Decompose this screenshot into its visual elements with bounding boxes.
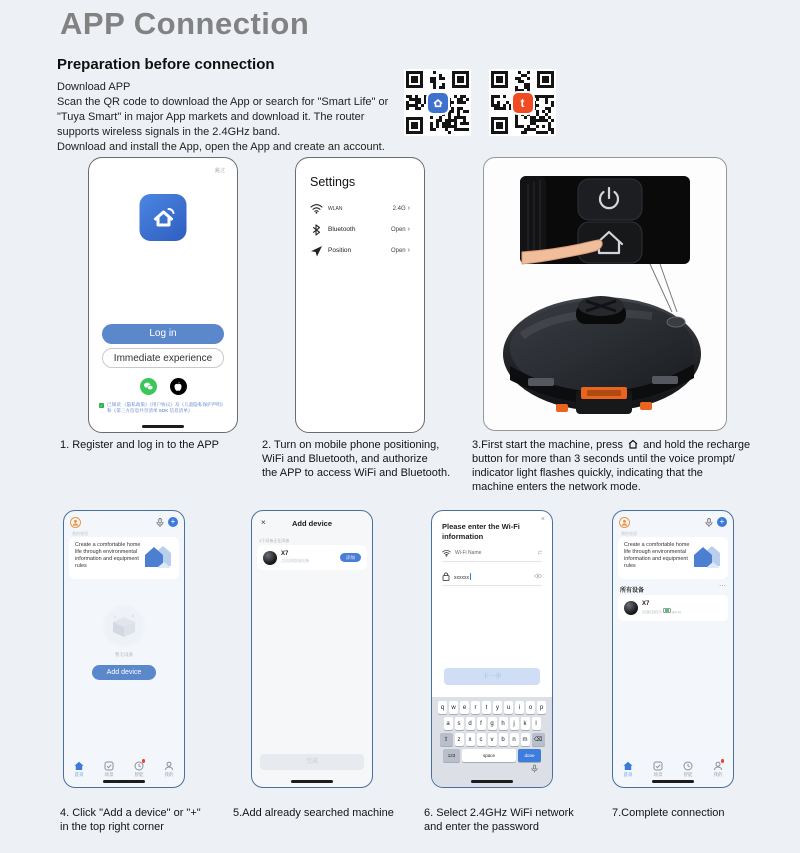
phone-settings-screen [295, 157, 425, 433]
settings-row-wlan[interactable] [310, 198, 410, 219]
tab-mine[interactable]: 我的 [154, 761, 184, 778]
key-b[interactable]: b [499, 733, 508, 746]
device-name: X7 [281, 551, 289, 557]
key-v[interactable]: v [488, 733, 497, 746]
done-button-disabled[interactable]: 完成 [260, 754, 364, 770]
login-button[interactable]: Log in [102, 324, 224, 344]
qr-code-tuya [489, 69, 556, 136]
settings-label: WLAN [328, 205, 343, 212]
settings-row-position[interactable] [310, 240, 410, 261]
device-row[interactable] [257, 545, 367, 570]
apple-icon[interactable] [170, 378, 187, 395]
home-indicator [471, 780, 513, 783]
device-subtitle: 点击添加该设备 [281, 558, 309, 563]
smart-life-logo-icon [428, 93, 448, 113]
empty-box-illustration [101, 603, 147, 649]
position-icon [310, 245, 323, 257]
qr-code-smart-life [404, 69, 471, 136]
tab-home[interactable]: 首页 [613, 761, 643, 778]
numbers-key[interactable]: 123 [443, 749, 460, 762]
add-pill-button[interactable]: 添加 [340, 553, 361, 562]
wifi-icon [442, 549, 451, 557]
more-icon[interactable]: ⋯ [719, 583, 726, 590]
close-icon[interactable]: × [261, 518, 266, 527]
home-name-label[interactable]: 我的家里 [621, 531, 637, 536]
intro-line: "Tuya Smart" in major App markets and download it. The router [57, 111, 365, 123]
tab-scene[interactable]: 场景 [643, 761, 673, 778]
password-value: xxxxxx [454, 574, 469, 581]
lock-icon [442, 572, 450, 581]
key-y[interactable]: y [493, 701, 502, 714]
key-d[interactable]: d [466, 717, 475, 730]
device-name: X7 [642, 600, 650, 607]
intro-line: Download APP [57, 81, 131, 93]
key-k[interactable]: k [521, 717, 530, 730]
add-device-button[interactable]: Add device [92, 665, 156, 680]
settings-title: Settings [310, 175, 356, 189]
section-title: Preparation before connection [57, 56, 275, 73]
voice-icon[interactable] [705, 518, 713, 527]
key-x[interactable]: x [466, 733, 475, 746]
text-caret [470, 573, 471, 580]
no-device-label: 暂无设备 [115, 652, 133, 657]
key-g[interactable]: g [488, 717, 497, 730]
intro-line: Scan the QR code to download the App or search for "Smart Life" or [57, 96, 389, 108]
home-indicator [291, 780, 333, 783]
tab-home[interactable]: 首页 [64, 761, 94, 778]
chevron-right-icon: › [407, 205, 410, 212]
phone-add-device-screen [251, 510, 373, 788]
skip-link[interactable]: 跳过 [214, 168, 225, 174]
eye-icon[interactable] [534, 573, 542, 581]
home-banner[interactable]: Create a comfortable home life through environmental information and equipment rules [618, 537, 728, 579]
key-h[interactable]: h [499, 717, 508, 730]
page-title: APP Connection [60, 6, 310, 41]
key-f[interactable]: f [477, 717, 486, 730]
intro-line: Download and install the App, open the App and create an account. [57, 141, 385, 153]
intro-text [57, 80, 388, 155]
settings-value: Open [390, 247, 406, 254]
qr-finder [491, 117, 508, 134]
notification-dot [721, 759, 725, 763]
wifi-name-field[interactable] [442, 544, 542, 562]
key-n[interactable]: n [510, 733, 519, 746]
key-a[interactable]: a [444, 717, 453, 730]
caption-step3: 3.First start the machine, press and hold the recharge button for more than 3 seconds until the voice prompt/ indicator light flashes quickly, indicating that the machine enters the network mode. [472, 439, 751, 493]
caption-step2: 2. Turn on mobile phone positioning, WiFi and Bluetooth, and authorize the APP to access WiFi and Bluetooth. [262, 439, 451, 479]
smart-life-app-icon [140, 194, 187, 241]
agreement-checkbox[interactable]: ✓ [99, 403, 104, 408]
key-s[interactable]: s [455, 717, 464, 730]
qr-finder [406, 117, 423, 134]
key-e[interactable]: e [460, 701, 469, 714]
qr-finder [537, 71, 554, 88]
wifi-icon [310, 203, 323, 214]
key-p[interactable]: p [537, 701, 546, 714]
key-l[interactable]: l [532, 717, 541, 730]
key-q[interactable]: q [438, 701, 447, 714]
key-t[interactable]: t [482, 701, 491, 714]
tab-bar [64, 761, 184, 778]
next-button-disabled[interactable]: 下一步 [444, 668, 540, 685]
qr-finder [491, 71, 508, 88]
agreement-text: 已阅读 《隐私政策》《用户协议》及《儿童隐私保护声明》 和《第三方信息共享清单 SDK 信息清单》 [107, 402, 226, 413]
chevron-right-icon: › [407, 226, 410, 233]
add-plus-button[interactable]: + [717, 517, 727, 527]
switch-network-icon[interactable]: ⇄ [537, 549, 542, 556]
home-name-label[interactable]: 我的家里 [72, 531, 88, 536]
phone-home-device-screen [612, 510, 734, 788]
device-row[interactable] [618, 595, 728, 621]
robot-home-button [667, 317, 685, 327]
caption-step1: 1. Register and log in to the APP [60, 439, 219, 451]
notification-dot [142, 759, 146, 763]
key-r[interactable]: r [471, 701, 480, 714]
chevron-right-icon: › [407, 247, 410, 254]
caption-step4: 4. Click "Add a device" or "+" in the top right corner [60, 807, 201, 833]
devices-adding-label: 1个设备正在添加 [259, 538, 290, 543]
caption-step7: 7.Complete connection [612, 807, 725, 819]
tab-mine[interactable]: 我的 [703, 761, 733, 778]
space-key[interactable]: space [462, 749, 516, 762]
immediate-experience-button[interactable]: Immediate experience [102, 348, 224, 368]
phone-login-screen [88, 157, 238, 433]
wifi-title: Please enter the Wi-Fi information [442, 522, 520, 541]
keyboard [432, 697, 552, 787]
backspace-key[interactable]: ⌫ [532, 733, 545, 746]
voice-icon[interactable] [156, 518, 164, 527]
close-icon[interactable]: × [540, 516, 545, 523]
qr-finder [452, 71, 469, 88]
key-m[interactable]: m [521, 733, 530, 746]
key-w[interactable]: w [449, 701, 458, 714]
house-illustration-icon [692, 543, 722, 574]
home-indicator [142, 425, 184, 428]
tab-smart[interactable]: 智能 [124, 761, 154, 778]
settings-label: Position [328, 247, 352, 254]
key-u[interactable]: u [504, 701, 513, 714]
caption-step6: 6. Select 2.4GHz WiFi network and enter the password [424, 807, 574, 833]
key-c[interactable]: c [477, 733, 486, 746]
device-status: 设备待机中 84 % [642, 609, 682, 615]
tuya-logo-icon: t [513, 93, 533, 113]
settings-row-bluetooth[interactable] [310, 219, 410, 240]
key-j[interactable]: j [510, 717, 519, 730]
avatar[interactable] [70, 517, 81, 528]
home-banner[interactable]: Create a comfortable home life through environmental information and equipment rules [69, 537, 179, 579]
key-i[interactable]: i [515, 701, 524, 714]
avatar[interactable] [619, 517, 630, 528]
robot-device-image [263, 551, 277, 565]
tab-scene[interactable]: 场景 [94, 761, 124, 778]
tab-bar [613, 761, 733, 778]
mic-icon[interactable] [531, 760, 538, 778]
key-o[interactable]: o [526, 701, 535, 714]
phone-wifi-entry-screen [431, 510, 553, 788]
home-indicator [652, 780, 694, 783]
home-button-icon [627, 438, 639, 450]
bluetooth-icon [310, 224, 323, 236]
all-devices-header: 所有设备 [620, 588, 645, 594]
settings-value: 2.4G [392, 205, 406, 212]
caption-step5: 5.Add already searched machine [233, 807, 394, 819]
add-device-title: Add device [291, 519, 332, 528]
house-illustration-icon [143, 543, 173, 574]
add-plus-button[interactable]: + [168, 517, 178, 527]
wifi-password-field[interactable] [442, 568, 542, 586]
settings-value: Open [390, 226, 406, 233]
wifi-name-placeholder: Wi-Fi Name [455, 549, 482, 556]
battery-icon [663, 608, 671, 614]
power-button [578, 179, 642, 220]
settings-label: Bluetooth [328, 226, 356, 233]
robot-device-image [624, 601, 638, 615]
wechat-icon[interactable] [140, 378, 157, 395]
tab-smart[interactable]: 智能 [673, 761, 703, 778]
done-key[interactable]: done [518, 749, 541, 762]
home-indicator [103, 780, 145, 783]
robot-illustration [483, 157, 727, 431]
phone-home-empty-screen [63, 510, 185, 788]
intro-line: supports wireless signals in the 2.4GHz band. [57, 126, 281, 138]
shift-key[interactable]: ⇧ [440, 733, 453, 746]
qr-finder [406, 71, 423, 88]
key-z[interactable]: z [455, 733, 464, 746]
